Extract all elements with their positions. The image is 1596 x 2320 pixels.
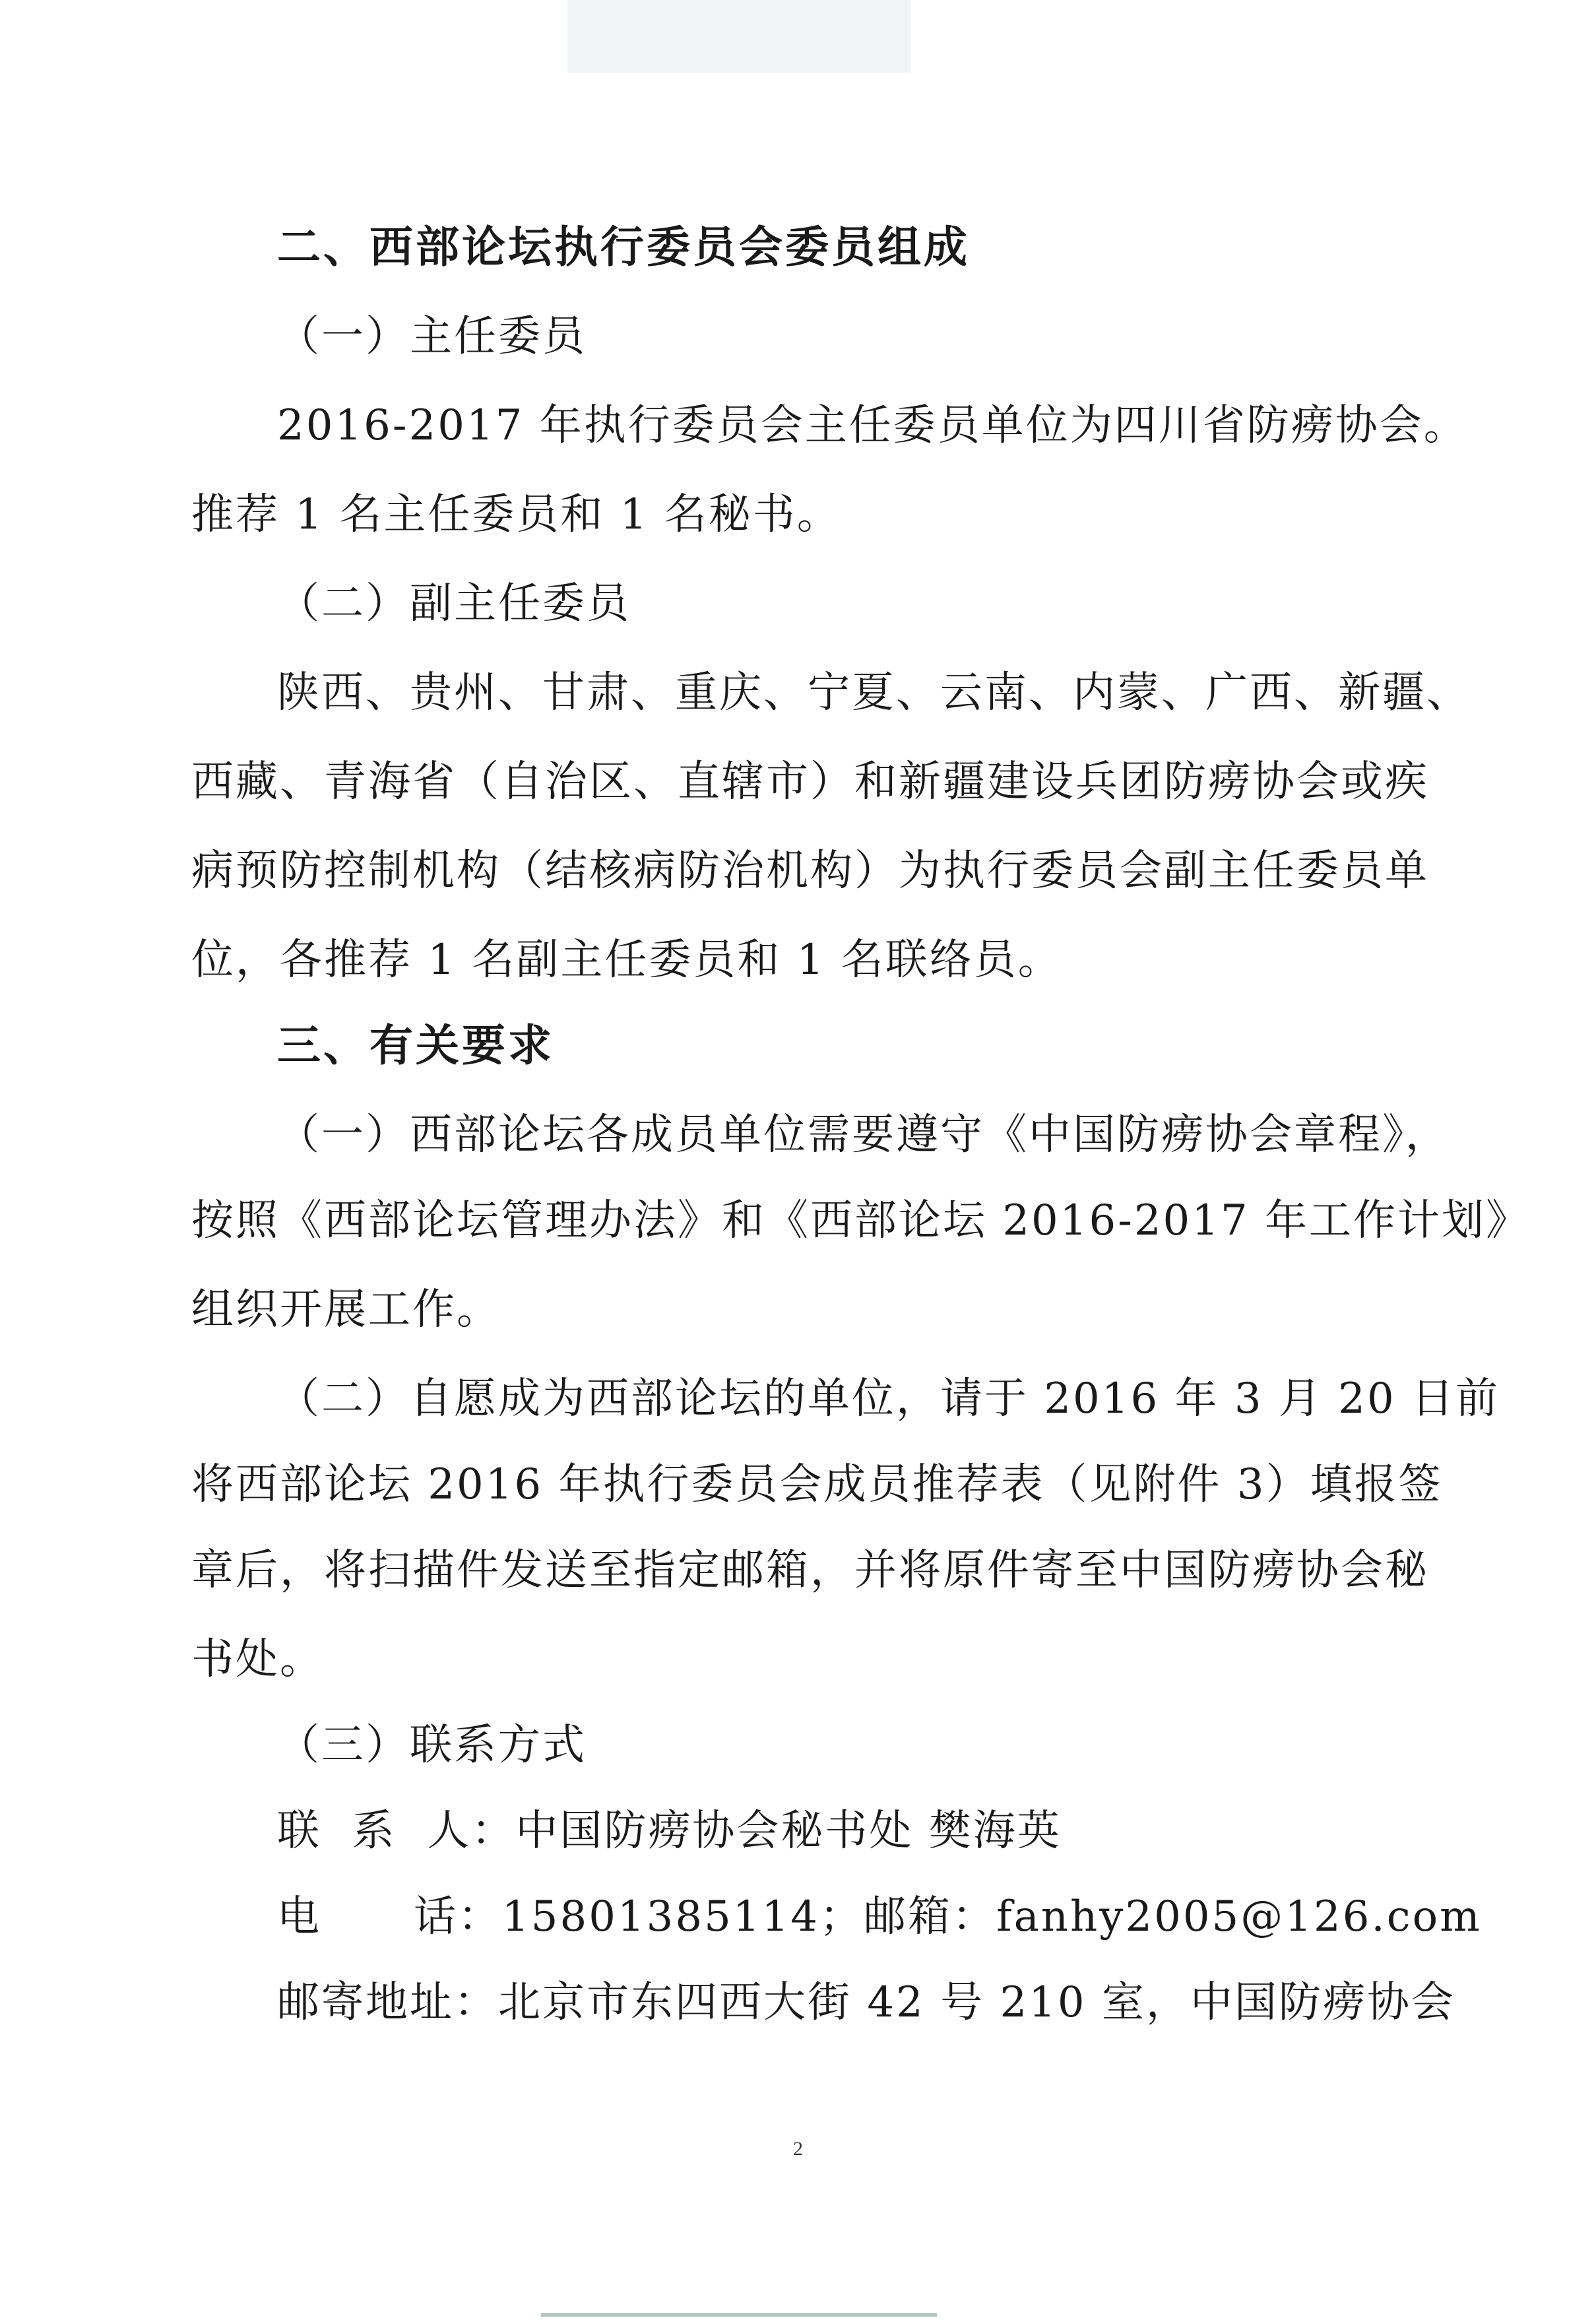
paragraph-line: 推荐 1 名主任委员和 1 名秘书。 [191, 490, 841, 539]
paragraph-line: 章后，将扫描件发送至指定邮箱，并将原件寄至中国防痨协会秘 [191, 1546, 1429, 1595]
subheading-contact: （三）联系方式 [277, 1721, 587, 1770]
scan-artifact [567, 0, 910, 73]
subheading-director: （一）主任委员 [277, 312, 587, 361]
paragraph-line: 组织开展工作。 [191, 1285, 501, 1334]
contact-address-line: 邮寄地址：北京市东四西大街 42 号 210 室，中国防痨协会 [277, 1978, 1455, 2027]
page-number: 2 [793, 2138, 803, 2160]
paragraph-line: 书处。 [191, 1635, 324, 1684]
paragraph-line: （一）西部论坛各成员单位需要遵守《中国防痨协会章程》， [277, 1111, 1450, 1159]
paragraph-line: 将西部论坛 2016 年执行委员会成员推荐表（见附件 3）填报签 [191, 1460, 1443, 1509]
contact-phone-email-line: 电 话：15801385114；邮箱：fanhy2005@126.com [277, 1892, 1482, 1941]
paragraph-line: 病预防控制机构（结核病防治机构）为执行委员会副主任委员单 [191, 847, 1429, 895]
paragraph-line: 西藏、青海省（自治区、直辖市）和新疆建设兵团防痨协会或疾 [191, 757, 1429, 806]
subheading-deputy-director: （二）副主任委员 [277, 579, 631, 628]
paragraph-line: 陕西、贵州、甘肃、重庆、宁夏、云南、内蒙、广西、新疆、 [277, 668, 1471, 717]
section-heading-3: 三、有关要求 [277, 1020, 554, 1071]
section-heading-2: 二、西部论坛执行委员会委员组成 [277, 222, 970, 273]
paragraph-line: 位，各推荐 1 名副主任委员和 1 名联络员。 [191, 936, 1062, 984]
contact-person-line: 联 系 人：中国防痨协会秘书处 樊海英 [277, 1807, 1062, 1855]
scan-edge-mark [541, 2313, 937, 2317]
paragraph-line: （二）自愿成为西部论坛的单位，请于 2016 年 3 月 20 日前 [277, 1374, 1500, 1423]
paragraph-line: 2016-2017 年执行委员会主任委员单位为四川省防痨协会。 [277, 401, 1468, 450]
paragraph-line: 按照《西部论坛管理办法》和《西部论坛 2016-2017 年工作计划》 [191, 1196, 1531, 1245]
